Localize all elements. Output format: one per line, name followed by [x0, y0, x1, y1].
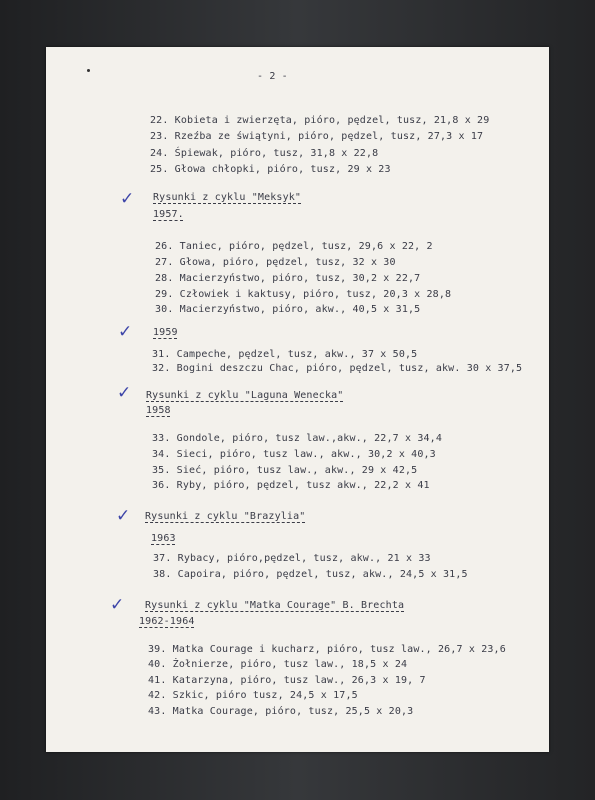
list-item: 27. Głowa, pióro, pędzel, tusz, 32 x 30	[155, 257, 396, 268]
section-heading: Rysunki z cyklu "Meksyk"	[153, 192, 302, 203]
list-item: 24. Śpiewak, pióro, tusz, 31,8 x 22,8	[150, 148, 379, 159]
check-mark-icon: ✓	[116, 506, 131, 526]
check-mark-icon: ✓	[118, 322, 133, 342]
list-item: 25. Głowa chłopki, pióro, tusz, 29 x 23	[150, 164, 391, 175]
list-item: 29. Człowiek i kaktusy, pióro, tusz, 20,3 x 28,8	[155, 289, 452, 300]
list-item: 28. Macierzyństwo, pióro, tusz, 30,2 x 22,7	[155, 273, 421, 284]
list-item: 31. Campeche, pędzel, tusz, akw., 37 x 50,5	[152, 349, 418, 360]
list-item: 37. Rybacy, pióro,pędzel, tusz, akw., 21 x 33	[153, 553, 431, 564]
list-item: 32. Bogini deszczu Chac, pióro, pędzel, tusz, akw. 30 x 37,5	[152, 363, 523, 374]
list-item: 33. Gondole, pióro, tusz law.,akw., 22,7 x 34,4	[152, 433, 443, 444]
section-year: 1963	[151, 533, 176, 544]
section-heading: Rysunki z cyklu "Brazylia"	[145, 511, 306, 522]
list-item: 43. Matka Courage, pióro, tusz, 25,5 x 20,3	[148, 706, 414, 717]
list-item: 40. Żołnierze, pióro, tusz law., 18,5 x 24	[148, 659, 408, 670]
list-item: 22. Kobieta i zwierzęta, pióro, pędzel, tusz, 21,8 x 29	[150, 115, 490, 126]
section-year: 1958	[146, 405, 171, 416]
list-item: 34. Sieci, pióro, tusz law., akw., 30,2 x 40,3	[152, 449, 436, 460]
page-number: - 2 -	[257, 71, 288, 82]
list-item: 35. Sieć, pióro, tusz law., akw., 29 x 42,5	[152, 465, 418, 476]
list-item: 23. Rzeźba ze świątyni, pióro, pędzel, tusz, 27,3 x 17	[150, 131, 484, 142]
document-page	[46, 47, 549, 752]
list-item: 42. Szkic, pióro tusz, 24,5 x 17,5	[148, 690, 358, 701]
paper-speck	[87, 69, 90, 72]
list-item: 41. Katarzyna, pióro, tusz law., 26,3 x 19, 7	[148, 675, 426, 686]
section-year: 1959	[153, 327, 178, 338]
check-mark-icon: ✓	[120, 189, 135, 209]
list-item: 39. Matka Courage i kucharz, pióro, tusz law., 26,7 x 23,6	[148, 644, 506, 655]
list-item: 36. Ryby, pióro, pędzel, tusz akw., 22,2 x 41	[152, 480, 430, 491]
list-item: 30. Macierzyństwo, pióro, akw., 40,5 x 31,5	[155, 304, 421, 315]
section-year: 1957.	[153, 209, 184, 220]
section-heading: Rysunki z cyklu "Matka Courage" B. Brechta	[145, 600, 405, 611]
section-year: 1962-1964	[139, 616, 195, 627]
list-item: 26. Taniec, pióro, pędzel, tusz, 29,6 x 22, 2	[155, 241, 433, 252]
check-mark-icon: ✓	[117, 383, 132, 403]
check-mark-icon: ✓	[110, 595, 125, 615]
section-heading: Rysunki z cyklu "Laguna Wenecka"	[146, 390, 344, 401]
list-item: 38. Capoira, pióro, pędzel, tusz, akw., 24,5 x 31,5	[153, 569, 468, 580]
